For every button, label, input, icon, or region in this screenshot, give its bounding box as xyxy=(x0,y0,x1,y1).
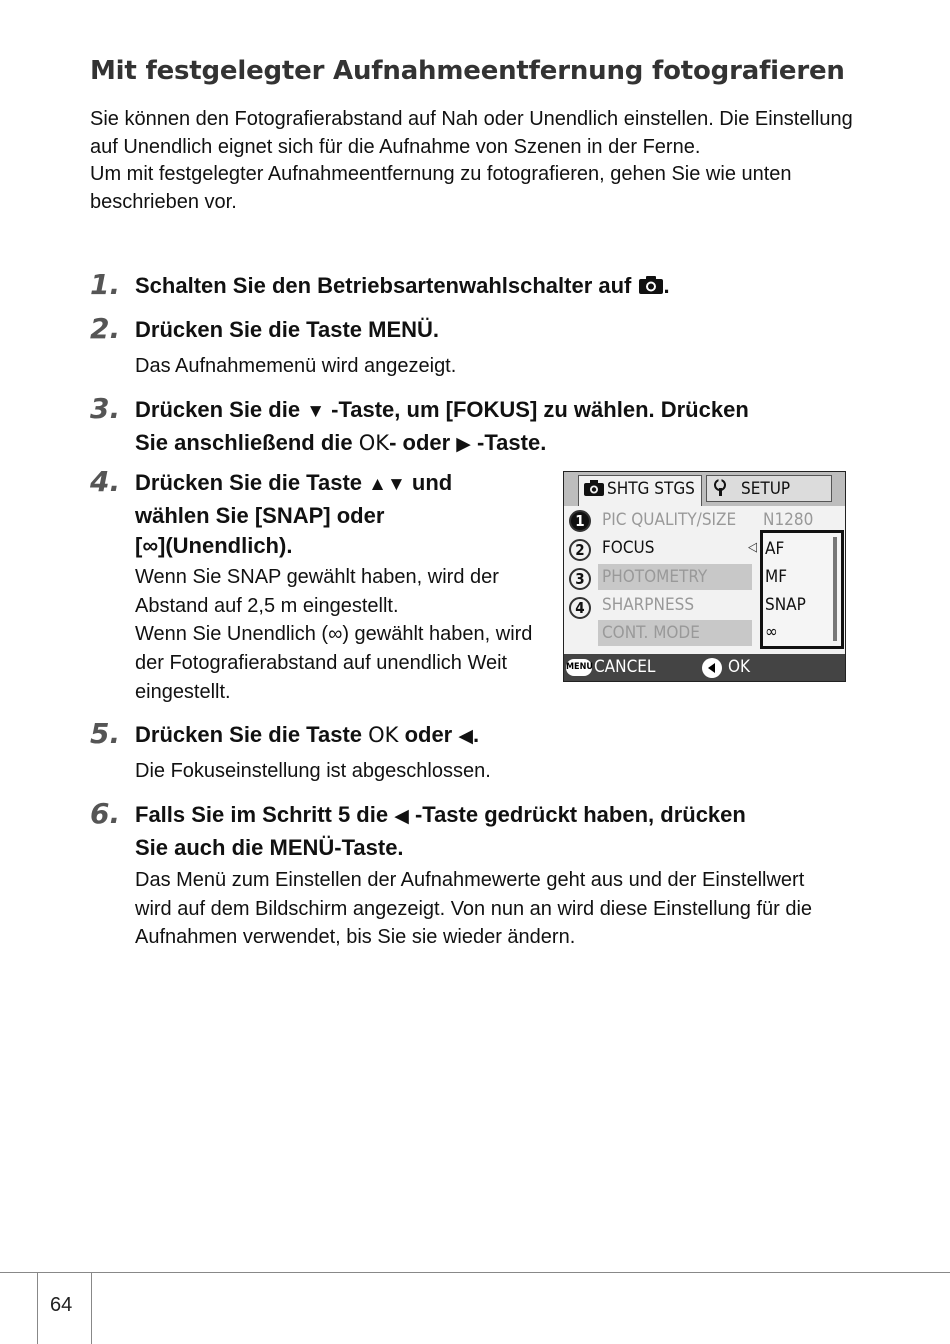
step-heading: Schalten Sie den Betriebsartenwahlschalter auf . xyxy=(135,273,670,298)
footer-divider xyxy=(0,1272,950,1273)
ok-key-label: OK xyxy=(358,430,390,455)
step-number: 2. xyxy=(90,312,121,345)
focus-option-af: AF xyxy=(765,539,785,559)
camera-menu-screen xyxy=(563,471,846,682)
menu-row: CONT. MODE xyxy=(602,623,700,643)
ok-label: OK xyxy=(728,657,751,677)
menu-tab-bar xyxy=(564,472,846,506)
left-arrow-icon: ◁ xyxy=(748,540,757,555)
step-heading: Falls Sie im Schritt 5 die ◀ -Taste gedrückt haben, drücken Sie auch die MENÜ-Taste. xyxy=(135,802,746,860)
step-number: 6. xyxy=(90,797,121,830)
step-description: Das Aufnahmemenü wird angezeigt. xyxy=(135,355,457,377)
intro-paragraph: Sie können den Fotografierabstand auf Nah oder Unendlich einstellen. Die Einstellung auf Unendlich eignet sich für die Aufnahme von Szenen in der Ferne. xyxy=(90,108,853,158)
step-description: Die Fokuseinstellung ist abgeschlossen. xyxy=(135,760,491,782)
camera-icon xyxy=(638,275,664,295)
step-description-paragraph: Wenn Sie SNAP gewählt haben, wird der Abstand auf 2,5 m eingestellt. xyxy=(135,566,499,617)
step-heading: Drücken Sie die Taste OK oder ◀. xyxy=(135,722,480,747)
scrollbar xyxy=(833,537,837,641)
step-description xyxy=(135,563,545,707)
menu-page-number: 2 xyxy=(569,539,591,561)
menu-row-focus: FOCUS ◁ xyxy=(598,535,845,561)
step-number: 3. xyxy=(90,392,121,425)
up-down-arrow-icon: ▲▼ xyxy=(368,474,406,495)
step-description: Das Menü zum Einstellen der Aufnahmewerte geht aus und der Einstellwert wird auf dem Bildschirm angezeigt. Von nun an wird diese Einstellung für die Aufnahmen verwendet, bis Sie sie wieder ändern. xyxy=(135,869,813,949)
menu-page-number: 3 xyxy=(569,568,591,590)
menu-row: PHOTOMETRY xyxy=(602,567,708,587)
focus-options-list xyxy=(760,530,844,649)
focus-option-mf: MF xyxy=(765,567,787,587)
page-title: Mit festgelegter Aufnahmeentfernung fotografieren xyxy=(90,56,845,86)
menu-bottom-bar xyxy=(564,654,846,681)
step-number: 1. xyxy=(90,268,121,301)
ok-key-label: OK xyxy=(368,723,399,747)
step-description-paragraph: Wenn Sie Unendlich (∞) gewählt haben, wird der Fotografierabstand auf unendlich Weit eingestellt. xyxy=(135,623,533,703)
step-heading: Drücken Sie die Taste ▲▼ und wählen Sie [SNAP] oder [∞](Unendlich). xyxy=(135,470,453,558)
footer-divider xyxy=(37,1272,38,1344)
down-arrow-icon: ▼ xyxy=(306,401,325,422)
focus-option-snap: SNAP xyxy=(765,595,806,615)
menu-row: PIC QUALITY/SIZE N1280 xyxy=(602,510,814,530)
intro-paragraph: Um mit festgelegter Aufnahmeentfernung zu fotografieren, gehen Sie wie unten beschrieben vor. xyxy=(90,163,792,213)
step-number: 4. xyxy=(90,465,121,498)
left-arrow-icon: ◀ xyxy=(458,726,473,747)
right-arrow-icon: ▶ xyxy=(456,433,471,455)
tab-shooting-settings: SHTG STGS xyxy=(578,475,702,506)
focus-option-infinity: ∞ xyxy=(765,622,778,642)
tab-setup: SETUP xyxy=(706,475,832,502)
camera-icon xyxy=(583,479,605,497)
menu-page-number: 1 xyxy=(569,510,591,532)
cancel-label: CANCEL xyxy=(594,657,656,677)
wrench-icon xyxy=(711,479,733,497)
menu-row: SHARPNESS xyxy=(602,595,695,615)
menu-page-number: 4 xyxy=(569,597,591,619)
left-arrow-icon: ◀ xyxy=(394,806,409,827)
intro-text xyxy=(90,106,860,216)
menu-button-badge: MENU xyxy=(566,659,592,676)
step-heading: Drücken Sie die ▼ -Taste, um [FOKUS] zu wählen. Drücken Sie anschließend die OK- oder ▶ -Taste. xyxy=(135,397,749,455)
page-number: 64 xyxy=(50,1294,73,1316)
footer-divider xyxy=(91,1272,92,1344)
left-button-icon xyxy=(702,658,722,678)
step-number: 5. xyxy=(90,717,121,750)
step-heading: Drücken Sie die Taste MENÜ. xyxy=(135,317,440,342)
